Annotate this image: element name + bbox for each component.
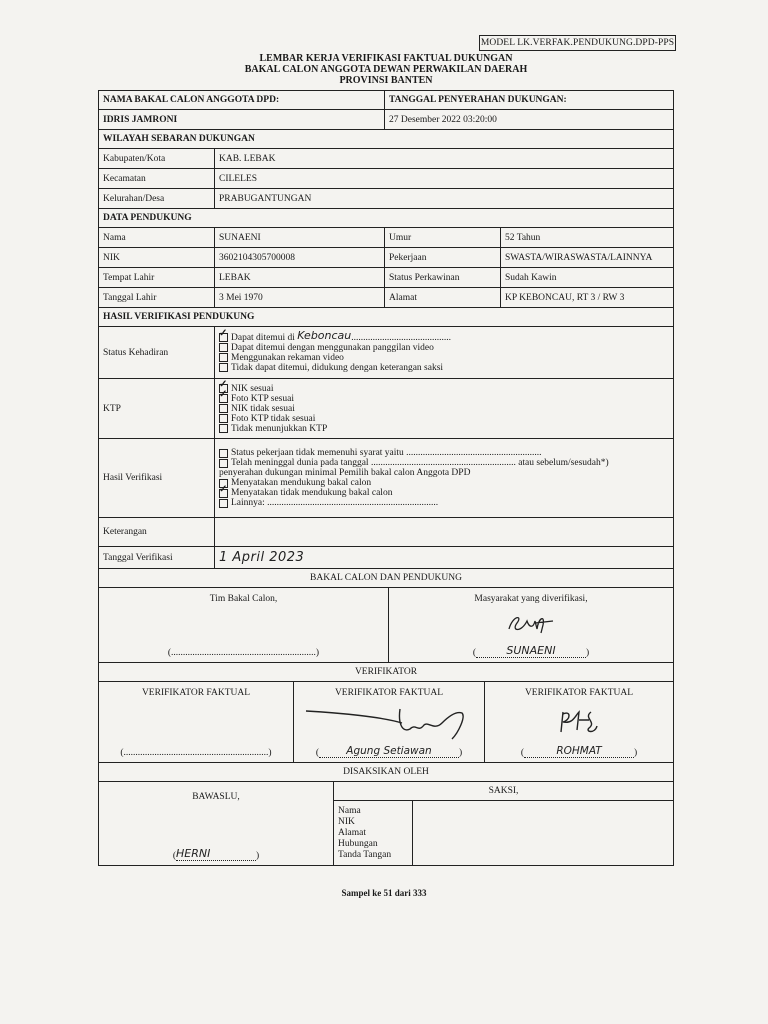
option-text: penyerahan dukungan minimal Pemilih bakal calon Anggota DPD — [219, 468, 471, 478]
checkbox[interactable] — [219, 449, 228, 458]
verifikator-2-name-line: ( Agung Setiawan ) — [315, 745, 463, 758]
kelurahan-label: Kelurahan/Desa — [99, 189, 215, 208]
checkbox[interactable] — [219, 343, 228, 352]
kecamatan-label: Kecamatan — [99, 169, 215, 188]
bakal-title: BAKAL CALON DAN PENDUKUNG — [310, 573, 462, 583]
calon-date-value: 27 Desember 2022 03:20:00 — [389, 114, 497, 125]
option-text: Tidak menunjukkan KTP — [231, 423, 328, 434]
masyarakat-area — [389, 588, 673, 662]
verifikator-3-name-line: ( ROHMAT ) — [520, 745, 638, 758]
option-text: Menggunakan rekaman video — [231, 352, 344, 363]
checkbox[interactable] — [219, 424, 228, 433]
verif-option-3[interactable] — [219, 478, 371, 488]
status-perkawinan-label: Status Perkawinan — [385, 268, 501, 287]
kehadiran-label: Status Kehadiran — [99, 327, 215, 378]
nama-label: Nama — [99, 228, 215, 247]
saksi-area — [334, 782, 673, 865]
checkbox[interactable] — [219, 414, 228, 423]
bawaslu-label: BAWASLU, — [192, 792, 240, 802]
bawaslu-name: HERNI — [176, 847, 256, 861]
option-text: Dapat ditemui dengan menggunakan panggilan video — [231, 342, 434, 353]
tanggal-verifikasi-row — [98, 547, 674, 569]
alamat-label: Alamat — [385, 288, 501, 307]
kecamatan-row — [98, 169, 674, 189]
saksi-field-alamat: Alamat — [338, 827, 366, 838]
tanggal-verifikasi-label: Tanggal Verifikasi — [99, 547, 215, 568]
verification-form — [98, 90, 674, 866]
ktp-option-3[interactable] — [219, 404, 295, 414]
verifikator-3-signature — [549, 706, 609, 738]
checkbox[interactable] — [219, 363, 228, 372]
saksi-field-nik: NIK — [338, 816, 355, 827]
option-text: Tidak dapat ditemui, didukung dengan keterangan saksi — [231, 362, 444, 373]
option-text: Menyatakan mendukung bakal calon — [231, 478, 372, 488]
tanggal-lahir-value: 3 Mei 1970 — [215, 288, 385, 307]
verifikator-1-name: (.............................................................) — [120, 748, 272, 758]
verif-option-4[interactable] — [219, 488, 392, 498]
saksi-field-nama: Nama — [338, 805, 361, 816]
hasil-title: HASIL VERIFIKASI PENDUKUNG — [103, 312, 255, 322]
option-text: Foto KTP tidak sesuai — [231, 413, 316, 424]
calon-date-label: TANGGAL PENYERAHAN DUKUNGAN: — [389, 95, 567, 105]
bawaslu-name-line: ( HERNI ) — [172, 847, 260, 861]
wilayah-title-row — [98, 130, 674, 149]
bakal-sign-row — [98, 588, 674, 663]
verifikator-2-signature — [302, 703, 477, 741]
verif-option-2-cont — [219, 468, 470, 478]
masyarakat-name-line: ( SUNAENI ) — [472, 644, 590, 658]
ktp-option-4[interactable] — [219, 414, 315, 424]
pendukung-title-row — [98, 209, 674, 228]
nama-value: SUNAENI — [215, 228, 385, 247]
verifikator-2-label: VERIFIKATOR FAKTUAL — [334, 688, 444, 698]
heading-line-3: PROVINSI BANTEN — [339, 75, 433, 86]
ktp-option-5[interactable] — [219, 424, 327, 434]
option-text: Menyatakan tidak mendukung bakal calon — [231, 488, 393, 498]
verifikator-sign-row — [98, 682, 674, 763]
alamat-value: KP KEBONCAU, RT 3 / RW 3 — [505, 292, 625, 303]
tempat-lahir-label: Tempat Lahir — [99, 268, 215, 287]
saksi-sign-row — [98, 782, 674, 866]
model-code: MODEL LK.VERFAK.PENDUKUNG.DPD-PPS — [479, 35, 676, 51]
option-text: Status pekerjaan tidak memenuhi syarat yaitu ......................................................... — [231, 448, 542, 458]
checkbox[interactable] — [219, 404, 228, 413]
kelurahan-row — [98, 189, 674, 209]
calon-value-row — [98, 110, 674, 130]
kabupaten-row — [98, 149, 674, 169]
masyarakat-label: Masyarakat yang diverifikasi, — [474, 594, 588, 604]
option-text: Telah meninggal dunia pada tanggal ............................................................. atau sebelum/sesudah*) — [231, 458, 609, 468]
bawaslu-area — [99, 782, 334, 865]
keterangan-value[interactable] — [215, 518, 673, 546]
heading-line-2: BAKAL CALON ANGGOTA DEWAN PERWAKILAN DAERAH — [244, 64, 528, 75]
saksi-field-tanda-tangan: Tanda Tangan — [338, 849, 392, 860]
calon-name-label: NAMA BAKAL CALON ANGGOTA DPD: — [99, 91, 385, 109]
hasil-verifikasi-label: Hasil Verifikasi — [99, 439, 215, 517]
checkbox-checked[interactable] — [219, 489, 228, 498]
keterangan-label: Keterangan — [99, 518, 215, 546]
verif-option-1[interactable] — [219, 448, 542, 458]
saksi-fields — [334, 801, 673, 865]
kelurahan-value: PRABUGANTUNGAN — [219, 193, 312, 204]
kehadiran-options — [215, 327, 673, 378]
verif-option-5[interactable] — [219, 498, 438, 508]
wilayah-title: WILAYAH SEBARAN DUKUNGAN — [103, 134, 255, 144]
kehadiran-row — [98, 327, 674, 379]
pendukung-title: DATA PENDUKUNG — [103, 213, 192, 223]
saksi-title-row — [98, 763, 674, 782]
hasil-verifikasi-options — [215, 439, 673, 517]
kehadiran-option-2[interactable] — [219, 343, 434, 353]
tempat-row — [98, 268, 674, 288]
calon-name-value: IDRIS JAMRONI — [99, 110, 385, 129]
nama-row — [98, 228, 674, 248]
nik-value: 3602104305700008 — [215, 248, 385, 267]
bakal-title-row — [98, 569, 674, 588]
option-text: Foto KTP sesuai — [231, 393, 294, 404]
handwritten-place: Keboncau — [297, 328, 352, 342]
saksi-field-values[interactable] — [413, 801, 673, 865]
hasil-title-row — [98, 308, 674, 327]
checkbox[interactable] — [219, 353, 228, 362]
saksi-field-labels — [334, 801, 413, 865]
ktp-options — [215, 379, 673, 438]
checkbox-checked[interactable] — [219, 333, 228, 342]
pekerjaan-label: Pekerjaan — [385, 248, 501, 267]
option-dots: .......................................... — [351, 332, 452, 343]
tanggal-verifikasi-value[interactable] — [215, 547, 673, 568]
verifikator-title: VERIFIKATOR — [354, 667, 418, 677]
kecamatan-value: CILELES — [219, 173, 257, 184]
saksi-field-hubungan: Hubungan — [338, 838, 378, 849]
checkbox-checked[interactable] — [219, 394, 228, 403]
tim-name: (.............................................................) — [167, 648, 320, 658]
saksi-label: SAKSI, — [334, 782, 673, 801]
verifikator-3-area — [485, 682, 673, 762]
ktp-label: KTP — [99, 379, 215, 438]
page-footer: Sampel ke 51 dari 333 — [341, 888, 427, 898]
status-perkawinan-value: Sudah Kawin — [505, 272, 557, 283]
tempat-lahir-value: LEBAK — [215, 268, 385, 287]
tim-label: Tim Bakal Calon, — [209, 594, 278, 604]
verifikator-1-area — [99, 682, 294, 762]
nik-row — [98, 248, 674, 268]
tim-bakal-calon-area — [99, 588, 389, 662]
heading-line-1: LEMBAR KERJA VERIFIKASI FAKTUAL DUKUNGAN — [259, 53, 513, 64]
ktp-option-2[interactable] — [219, 394, 294, 404]
keterangan-row — [98, 518, 674, 547]
option-text: Lainnya: ........................................................................ — [231, 498, 439, 508]
verifikator-3-label: VERIFIKATOR FAKTUAL — [524, 688, 634, 698]
umur-label: Umur — [385, 228, 501, 247]
option-text: NIK tidak sesuai — [231, 403, 295, 414]
option-text: Dapat ditemui di — [231, 332, 295, 343]
nik-label: NIK — [99, 248, 215, 267]
pekerjaan-value: SWASTA/WIRASWASTA/LAINNYA — [505, 252, 653, 263]
hasil-verifikasi-row — [98, 439, 674, 518]
kehadiran-option-4[interactable] — [219, 363, 443, 373]
checkbox[interactable] — [219, 459, 228, 468]
saksi-title: DISAKSIKAN OLEH — [343, 767, 429, 777]
verifikator-3-name: ROHMAT — [524, 745, 634, 758]
kabupaten-value: KAB. LEBAK — [219, 153, 276, 164]
tanggal-lahir-label: Tanggal Lahir — [99, 288, 215, 307]
calon-header-row — [98, 90, 674, 110]
verif-option-2[interactable] — [219, 458, 609, 468]
masyarakat-name: SUNAENI — [476, 644, 586, 658]
umur-value: 52 Tahun — [505, 232, 541, 243]
kabupaten-label: Kabupaten/Kota — [99, 149, 215, 168]
option-text: NIK sesuai — [231, 383, 274, 394]
kehadiran-option-3[interactable] — [219, 353, 344, 363]
verifikator-2-name: Agung Setiawan — [319, 745, 459, 758]
pendukung-signature — [501, 611, 561, 637]
verifikator-2-area — [294, 682, 485, 762]
verifikator-title-row — [98, 663, 674, 682]
ktp-row — [98, 379, 674, 439]
verifikator-1-label: VERIFIKATOR FAKTUAL — [141, 688, 251, 698]
checkbox[interactable] — [219, 499, 228, 508]
tanggal-lahir-row — [98, 288, 674, 308]
kehadiran-option-1[interactable] — [219, 328, 452, 343]
form-heading — [98, 53, 674, 86]
handwritten-date: 1 April 2023 — [219, 550, 305, 565]
